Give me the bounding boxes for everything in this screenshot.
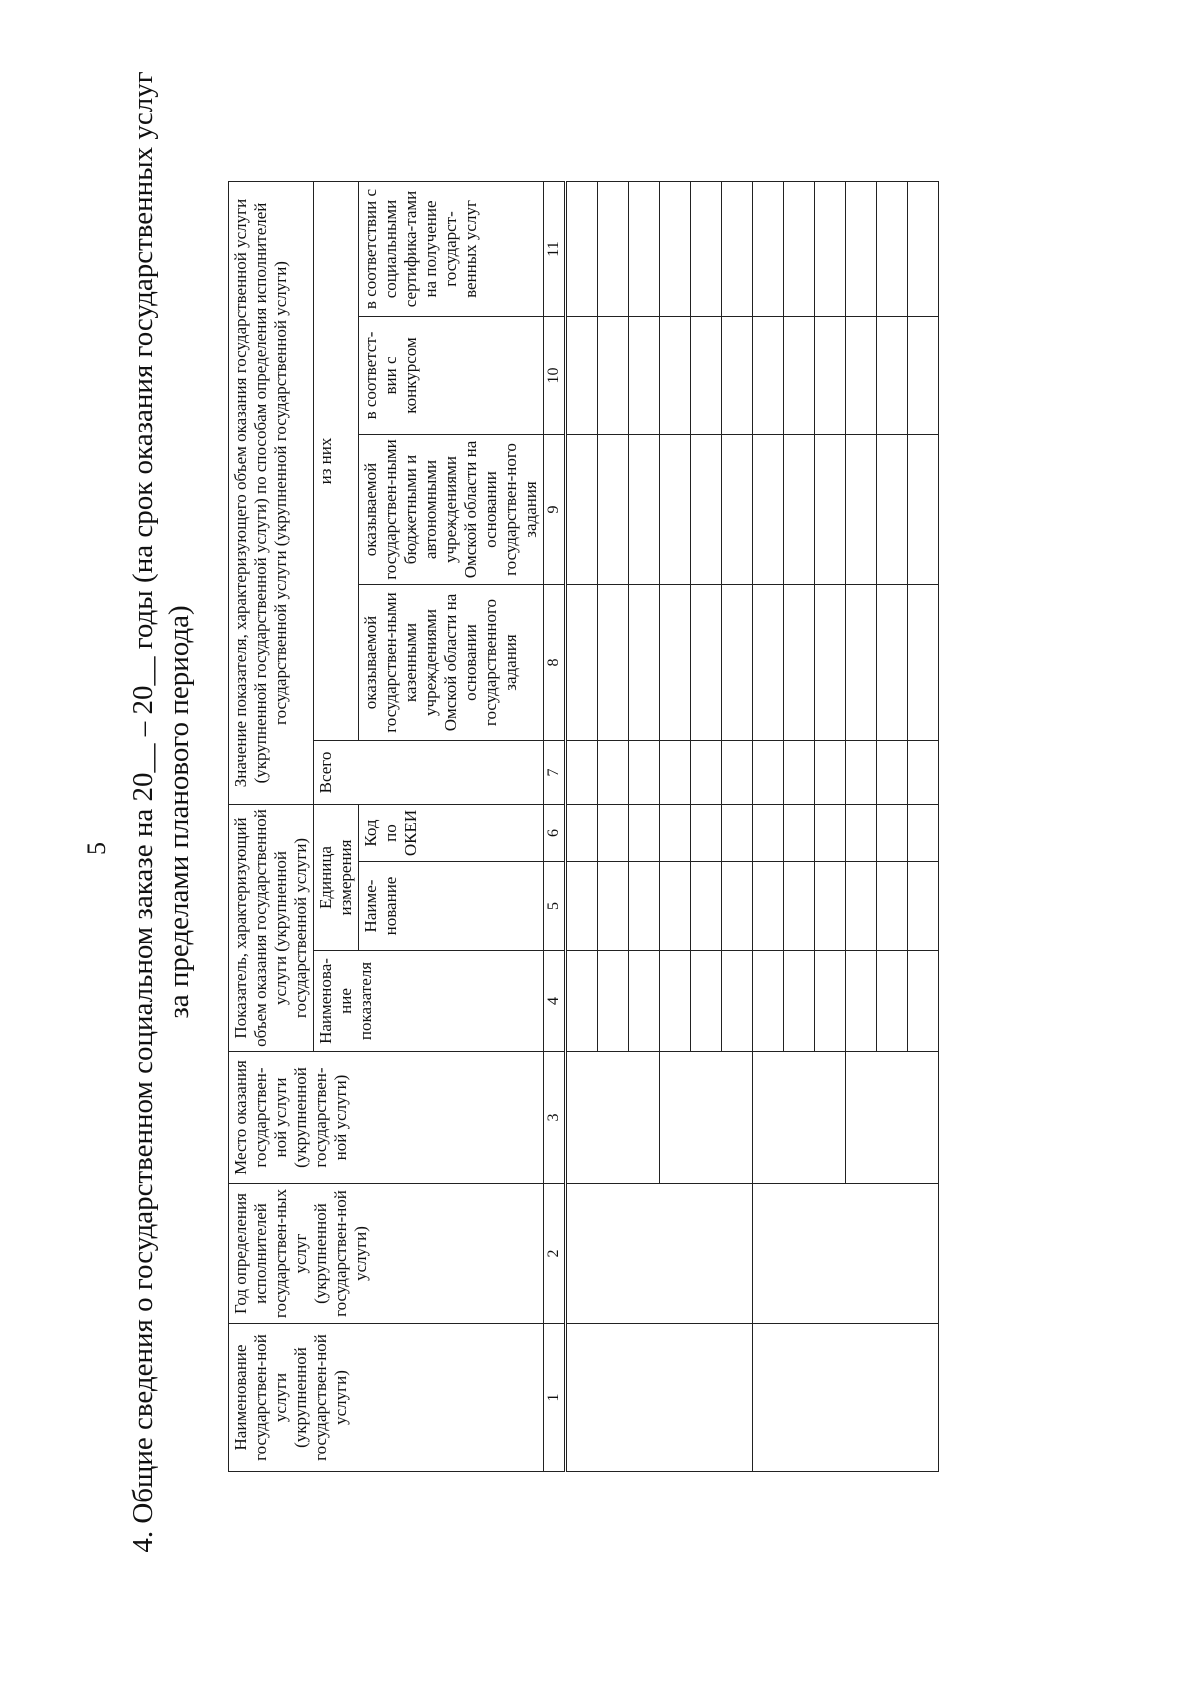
data-cell[interactable] [629,585,660,741]
header-volume-indicator-group: Показатель, характеризующий объем оказания государственной услуги (укрупненной государственной услуги) [229,805,314,1052]
column-number: 9 [544,435,566,585]
data-cell[interactable] [722,317,753,435]
data-cell[interactable] [598,805,629,862]
data-cell[interactable] [815,862,846,951]
data-cell[interactable] [598,862,629,951]
table-row [753,182,784,1472]
header-place-of-service: Место оказания государствен-ной услуги (укрупненной государствен-ной услуги) [229,1052,544,1184]
data-cell[interactable] [660,585,691,741]
data-cell[interactable] [660,951,691,1052]
data-cell[interactable] [660,182,691,317]
place-cell[interactable] [846,1052,939,1184]
data-cell[interactable] [753,951,784,1052]
data-cell[interactable] [566,741,598,805]
header-service-name: Наименование государствен-ной услуги (укрупненной государствен-ной услуги) [229,1324,544,1472]
data-cell[interactable] [598,317,629,435]
data-cell[interactable] [877,435,908,585]
data-cell[interactable] [598,951,629,1052]
data-cell[interactable] [815,741,846,805]
data-cell[interactable] [566,951,598,1052]
data-cell[interactable] [877,805,908,862]
data-cell[interactable] [660,317,691,435]
data-cell[interactable] [877,585,908,741]
data-cell[interactable] [815,951,846,1052]
header-by-social-certificates: в соответствии с социальными сертифика-тами на получение государст-венных услуг [359,182,544,317]
data-cell[interactable] [598,435,629,585]
data-cell[interactable] [815,435,846,585]
data-cell[interactable] [691,805,722,862]
place-cell[interactable] [566,1052,660,1184]
data-cell[interactable] [784,741,815,805]
data-cell[interactable] [566,805,598,862]
data-cell[interactable] [846,805,877,862]
data-cell[interactable] [815,182,846,317]
data-cell[interactable] [629,435,660,585]
data-cell[interactable] [908,741,939,805]
data-cell[interactable] [722,805,753,862]
data-cell[interactable] [629,805,660,862]
data-cell[interactable] [908,862,939,951]
header-unit-of-measure: Единица измерения [314,805,359,951]
column-number: 3 [544,1052,566,1184]
data-cell[interactable] [629,182,660,317]
data-cell[interactable] [908,585,939,741]
data-cell[interactable] [846,951,877,1052]
section-heading [125,47,197,1577]
data-cell[interactable] [598,182,629,317]
header-indicator-value-group: Значение показателя, характеризующего объем оказания государственной услуги (укрупненной государственной услуги) по способам определения исполнителей государственной услуги (укрупненной государственной услуги) [229,182,314,805]
data-cell[interactable] [908,805,939,862]
data-cell[interactable] [691,317,722,435]
data-cell[interactable] [629,317,660,435]
data-cell[interactable] [846,585,877,741]
header-state-institutions: оказываемой государствен-ными казенными учреждениями Омской области на основании государственного задания [359,585,544,741]
data-cell[interactable] [722,585,753,741]
data-cell[interactable] [629,741,660,805]
data-cell[interactable] [877,862,908,951]
data-cell[interactable] [908,435,939,585]
data-cell[interactable] [784,317,815,435]
year-cell[interactable] [566,1184,753,1324]
data-cell[interactable] [877,317,908,435]
place-cell[interactable] [753,1052,846,1184]
header-unit-name: Наиме-нование [359,862,544,951]
header-indicator-name: Наименова-ние показателя [314,951,544,1052]
data-cell[interactable] [753,805,784,862]
data-cell[interactable] [784,435,815,585]
data-cell[interactable] [566,862,598,951]
table-row [566,182,598,1472]
service-name-cell[interactable] [753,1324,939,1472]
data-cell[interactable] [846,435,877,585]
header-year-of-selection: Год определения исполнителей государствен-ных услуг (укрупненной государствен-ной услуги) [229,1184,544,1324]
header-budget-autonomous-institutions: оказываемой государствен-ными бюджетными и автономными учреждениями Омской области на основании государствен-ного задания [359,435,544,585]
data-cell[interactable] [691,951,722,1052]
data-cell[interactable] [753,585,784,741]
data-cell[interactable] [846,862,877,951]
data-cell[interactable] [784,862,815,951]
data-cell[interactable] [815,317,846,435]
data-cell[interactable] [815,805,846,862]
data-cell[interactable] [629,862,660,951]
data-cell[interactable] [877,741,908,805]
column-number: 2 [544,1184,566,1324]
data-cell[interactable] [908,951,939,1052]
header-okei-code: Код по ОКЕИ [359,805,544,862]
data-cell[interactable] [722,951,753,1052]
data-cell[interactable] [566,317,598,435]
column-number: 8 [544,585,566,741]
data-cell[interactable] [722,182,753,317]
data-cell[interactable] [753,862,784,951]
data-cell[interactable] [691,585,722,741]
data-cell[interactable] [753,741,784,805]
data-cell[interactable] [660,862,691,951]
data-cell[interactable] [784,585,815,741]
data-cell[interactable] [566,435,598,585]
header-by-competition: в соответст-вии с конкурсом [359,317,544,435]
data-cell[interactable] [784,805,815,862]
data-cell[interactable] [877,182,908,317]
column-number: 11 [544,182,566,317]
header-total: Всего [314,741,544,805]
data-cell[interactable] [753,435,784,585]
data-cell[interactable] [691,862,722,951]
service-name-cell[interactable] [566,1324,753,1472]
place-cell[interactable] [660,1052,753,1184]
year-cell[interactable] [753,1184,939,1324]
data-cell[interactable] [908,182,939,317]
data-cell[interactable] [629,951,660,1052]
heading-line-2: за пределами планового периода) [163,605,195,1019]
page-number: 5 [82,842,111,855]
data-cell[interactable] [722,862,753,951]
data-cell[interactable] [753,182,784,317]
data-cell[interactable] [660,741,691,805]
data-cell[interactable] [784,182,815,317]
column-number: 1 [544,1324,566,1472]
data-cell[interactable] [691,182,722,317]
social-order-table [228,181,939,1472]
data-cell[interactable] [722,741,753,805]
data-cell[interactable] [846,182,877,317]
data-cell[interactable] [691,741,722,805]
data-cell[interactable] [660,435,691,585]
data-cell[interactable] [660,805,691,862]
data-cell[interactable] [598,585,629,741]
data-cell[interactable] [846,741,877,805]
data-cell[interactable] [566,182,598,317]
data-cell[interactable] [784,951,815,1052]
data-cell[interactable] [846,317,877,435]
data-cell[interactable] [908,317,939,435]
column-number: 5 [544,862,566,951]
data-cell[interactable] [877,951,908,1052]
header-of-them: из них [314,182,359,741]
data-cell[interactable] [598,741,629,805]
data-cell[interactable] [691,435,722,585]
heading-line-1: 4. Общие сведения о государственном социальном заказе на 20__ – 20__ годы (на срок оказания государственных услуг [127,71,159,1553]
column-number: 6 [544,805,566,862]
data-cell[interactable] [815,585,846,741]
data-cell[interactable] [753,317,784,435]
data-cell[interactable] [566,585,598,741]
data-cell[interactable] [722,435,753,585]
column-number: 4 [544,951,566,1052]
column-number: 7 [544,741,566,805]
column-number: 10 [544,317,566,435]
